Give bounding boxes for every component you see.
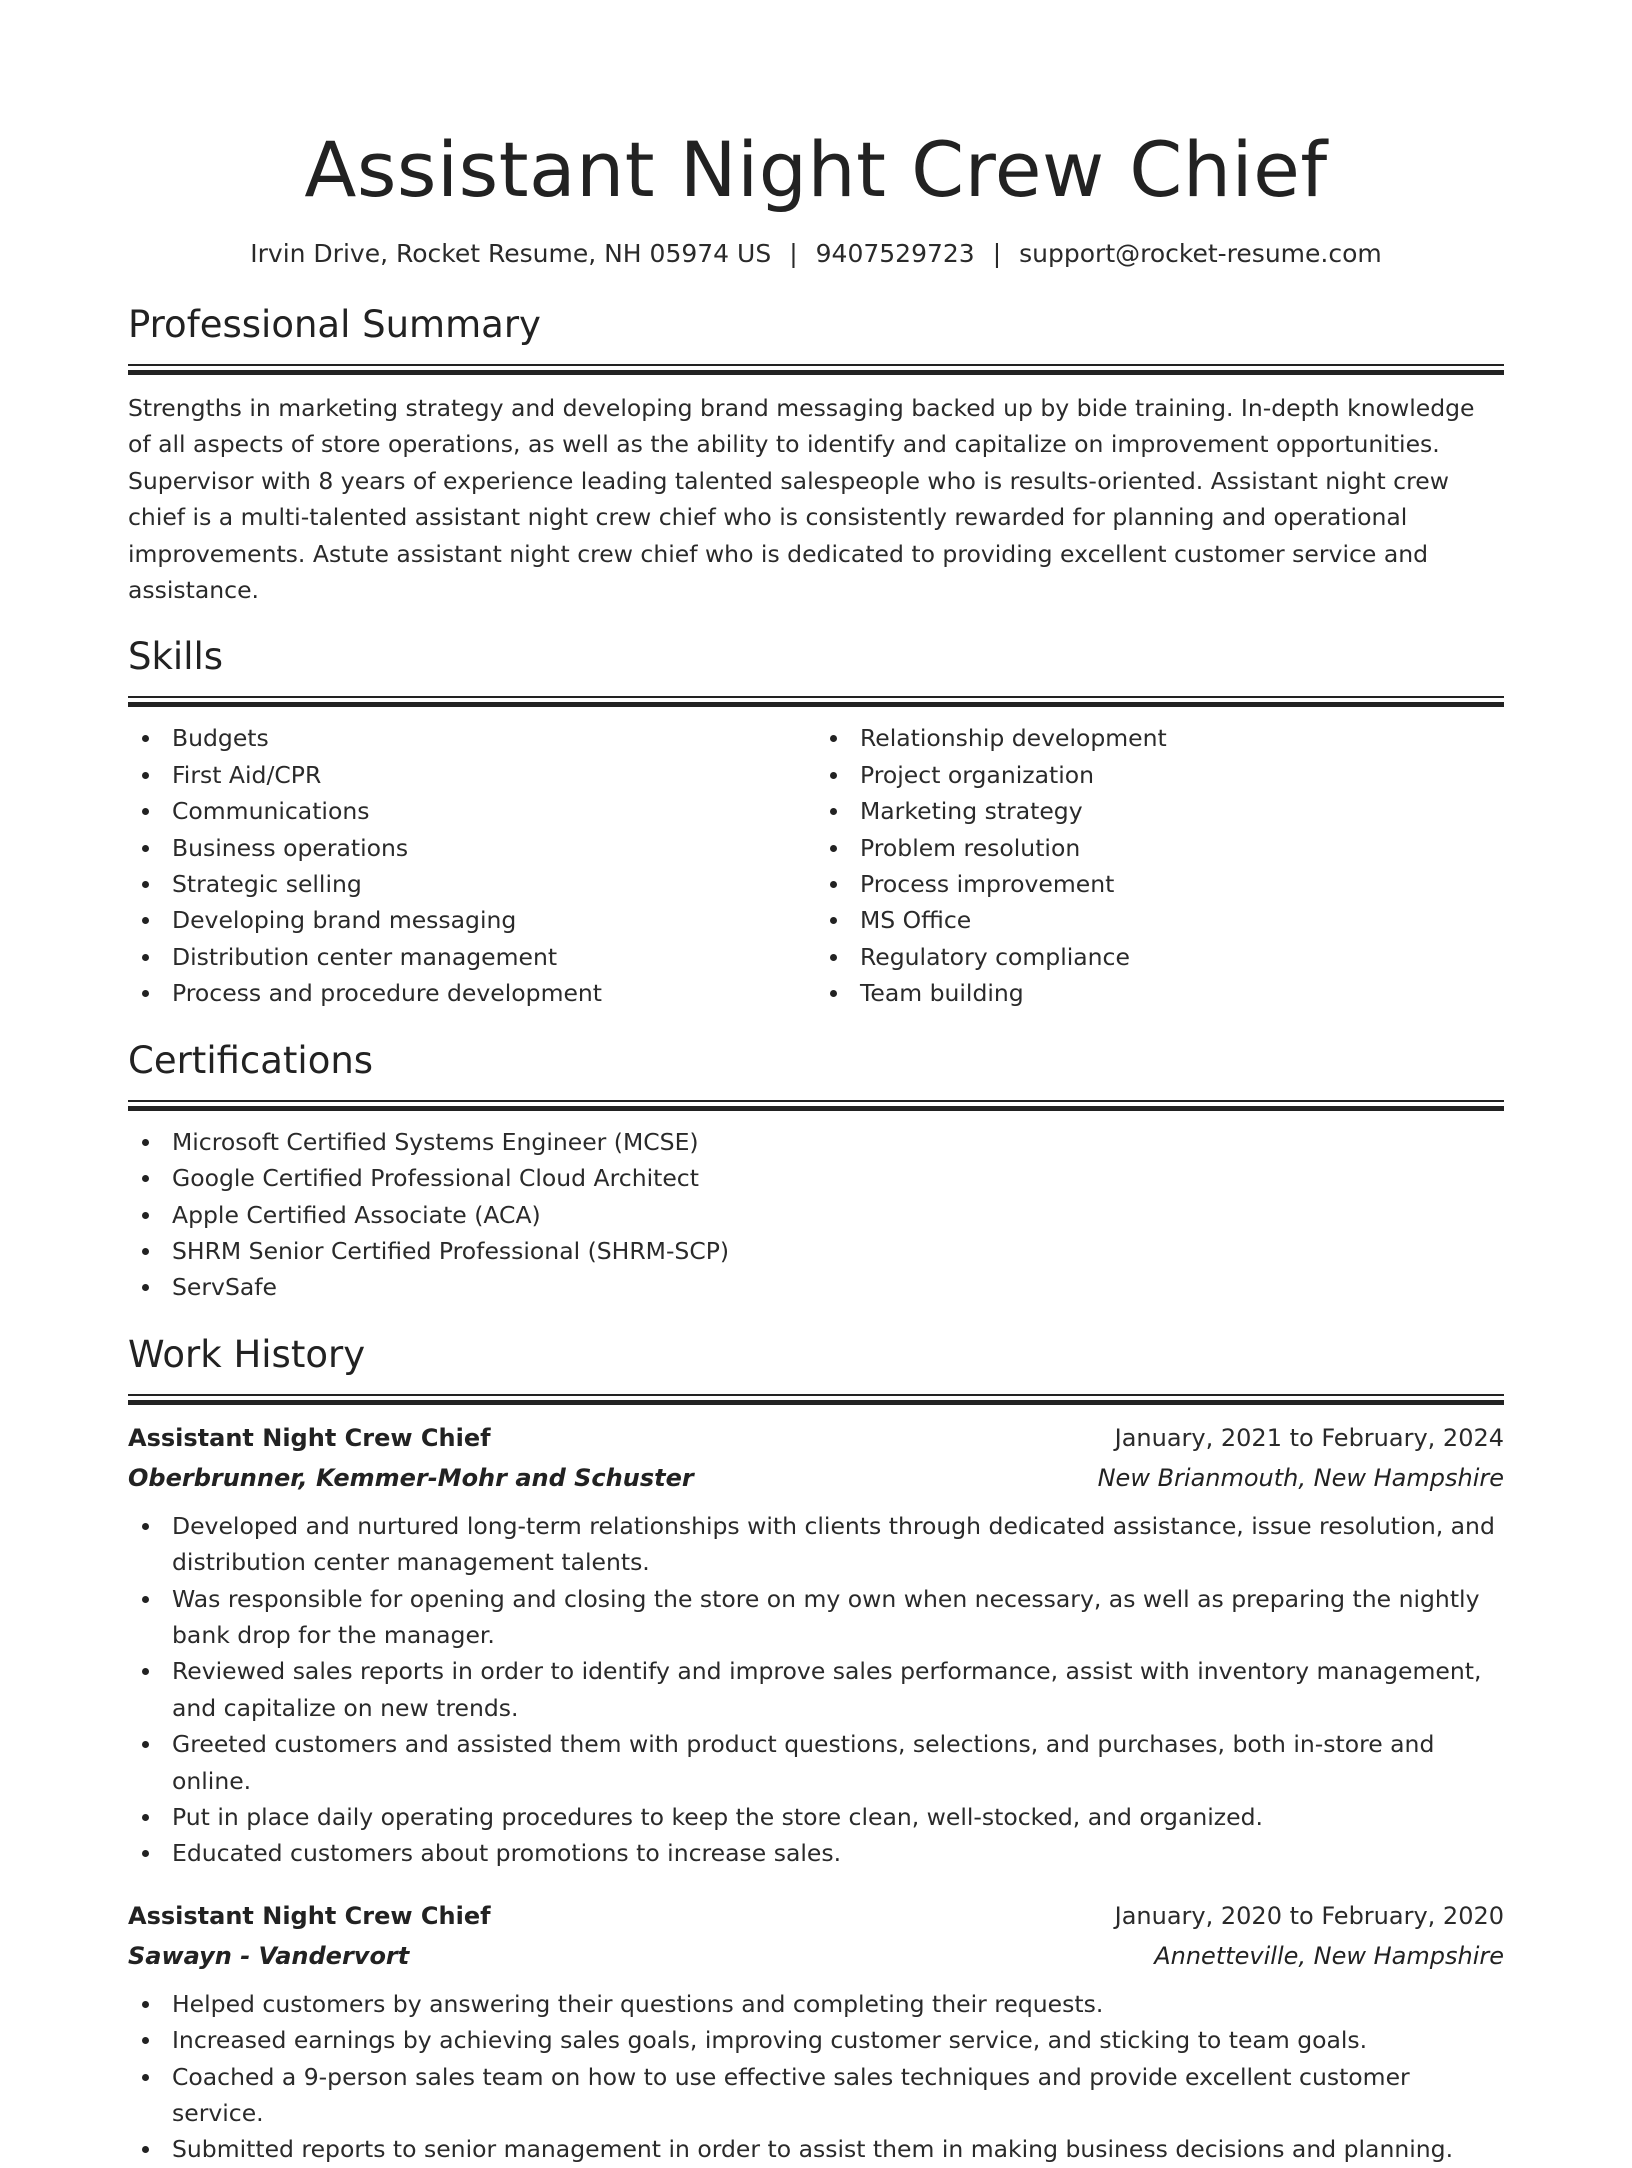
skill-item: Team building — [816, 975, 1504, 1011]
contact-email: support@rocket-resume.com — [1019, 239, 1382, 268]
skill-item: Problem resolution — [816, 830, 1504, 866]
skill-item: Relationship development — [816, 720, 1504, 756]
job-duty-item: Increased earnings by achieving sales goals, improving customer service, and sticking to team goals. — [128, 2022, 1504, 2058]
job-dates: January, 2021 to February, 2024 — [1114, 1423, 1504, 1452]
skill-item: Budgets — [128, 720, 816, 756]
job-duty-item: Greeted customers and assisted them with product questions, selections, and purchases, both in-store and online. — [128, 1726, 1504, 1799]
contact-phone: 9407529723 — [815, 239, 975, 268]
skill-item: Project organization — [816, 757, 1504, 793]
job-duties-list — [128, 1986, 1504, 2168]
job-duty-item: Educated customers about promotions to increase sales. — [128, 1835, 1504, 1871]
certification-item: Apple Certified Associate (ACA) — [128, 1197, 1504, 1233]
job-duty-item: Coached a 9-person sales team on how to use effective sales techniques and provide excellent customer service. — [128, 2059, 1504, 2132]
section-divider — [128, 1100, 1504, 1112]
contact-line — [128, 236, 1504, 272]
skill-item: Developing brand messaging — [128, 902, 816, 938]
contact-address: Irvin Drive, Rocket Resume, NH 05974 US — [250, 239, 772, 268]
skill-item: Marketing strategy — [816, 793, 1504, 829]
summary-text: Strengths in marketing strategy and developing brand messaging backed up by bide training. In-depth knowledge of all aspects of store operations, as well as the ability to identify and capitalize on improvement opportunities. Supervisor with 8 years of experience leading talented salespeople who is results-oriented. Assistant night crew chief is a multi-talented assistant night crew chief who is consistently rewarded for planning and operational improvements. Astute assistant night crew chief who is dedicated to providing excellent customer service and assistance. — [128, 394, 1475, 605]
resume-title: Assistant Night Crew Chief — [304, 125, 1328, 214]
certification-item: ServSafe — [128, 1269, 1504, 1305]
job-title: Assistant Night Crew Chief — [128, 1423, 491, 1452]
job-duty-item: Was responsible for opening and closing the store on my own when necessary, as well as preparing the nightly bank drop for the manager. — [128, 1581, 1504, 1654]
certifications-section — [128, 1038, 1504, 1306]
certification-item: Microsoft Certified Systems Engineer (MCSE) — [128, 1124, 1504, 1160]
job-duty-item: Put in place daily operating procedures to keep the store clean, well-stocked, and organized. — [128, 1799, 1504, 1835]
section-divider — [128, 696, 1504, 708]
job-header — [128, 1418, 1504, 1458]
certification-item: Google Certified Professional Cloud Architect — [128, 1160, 1504, 1196]
section-divider — [128, 364, 1504, 376]
skill-item: Regulatory compliance — [816, 939, 1504, 975]
job-duty-item: Helped customers by answering their questions and completing their requests. — [128, 1986, 1504, 2022]
work-history-heading: Work History — [128, 1332, 366, 1376]
skill-item: Strategic selling — [128, 866, 816, 902]
job-title: Assistant Night Crew Chief — [128, 1901, 491, 1930]
skills-section — [128, 634, 1504, 1011]
job-subheader — [128, 1458, 1504, 1498]
job-company: Oberbrunner, Kemmer-Mohr and Schuster — [128, 1463, 694, 1492]
work-history-section — [128, 1332, 1504, 2168]
job-duty-item: Reviewed sales reports in order to identify and improve sales performance, assist with inventory management, and capitalize on new trends. — [128, 1653, 1504, 1726]
job-location: Annetteville, New Hampshire — [1154, 1941, 1504, 1970]
skill-item: MS Office — [816, 902, 1504, 938]
job-subheader — [128, 1936, 1504, 1976]
certifications-heading: Certifications — [128, 1038, 374, 1082]
summary-section — [128, 302, 1504, 608]
job-location: New Brianmouth, New Hampshire — [1097, 1463, 1504, 1492]
certification-item: SHRM Senior Certified Professional (SHRM-SCP) — [128, 1233, 1504, 1269]
skill-item: Communications — [128, 793, 816, 829]
job-company: Sawayn - Vandervort — [128, 1941, 410, 1970]
skills-list-left — [128, 720, 816, 1011]
summary-heading: Professional Summary — [128, 303, 541, 346]
job-duty-item: Developed and nurtured long-term relationships with clients through dedicated assistance, issue resolution, and distribution center management talents. — [128, 1508, 1504, 1581]
job-duties-list — [128, 1508, 1504, 1872]
skill-item: First Aid/CPR — [128, 757, 816, 793]
job-duty-item: Submitted reports to senior management in order to assist them in making business decisions and planning. — [128, 2131, 1504, 2167]
job-header — [128, 1896, 1504, 1936]
certifications-list — [128, 1124, 1504, 1306]
job-entry — [128, 1418, 1504, 1872]
skill-item: Process improvement — [816, 866, 1504, 902]
job-dates: January, 2020 to February, 2020 — [1114, 1901, 1504, 1930]
skill-item: Distribution center management — [128, 939, 816, 975]
section-divider — [128, 1394, 1504, 1406]
contact-separator: | — [992, 239, 1002, 268]
skills-heading: Skills — [128, 635, 224, 679]
skills-list-right — [816, 720, 1504, 1011]
contact-separator: | — [789, 239, 798, 268]
skills-grid — [128, 720, 1504, 1011]
skill-item: Business operations — [128, 830, 816, 866]
skill-item: Process and procedure development — [128, 975, 816, 1011]
job-entry — [128, 1896, 1504, 2168]
